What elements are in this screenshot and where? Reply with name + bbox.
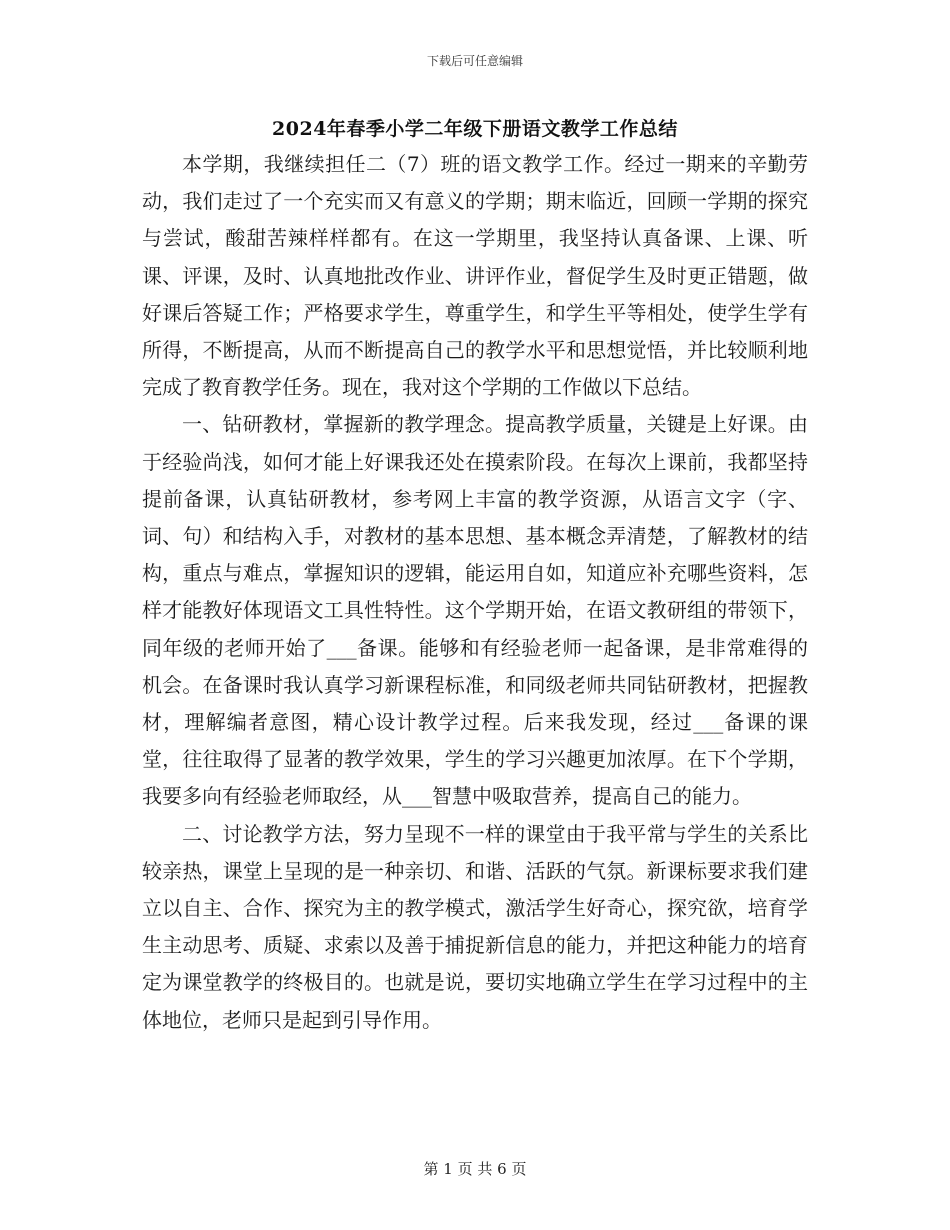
- document-title: 2024年春季小学二年级下册语文教学工作总结: [272, 118, 678, 140]
- page-header-note: 下载后可任意编辑: [426, 54, 523, 68]
- document-body: [142, 146, 808, 1039]
- paragraph-section-1: 一、钻研教材，掌握新的教学理念。提高教学质量，关键是上好课。由于经验尚浅，如何才能上好课我还处在摸索阶段。在每次上课前，我都坚持提前备课，认真钻研教材，参考网上丰富的教学资源，从语言文字（字、词、句）和结构入手，对教材的基本思想、基本概念弄清楚，了解教材的结构，重点与难点，掌握知识的逻辑，能运用自如，知道应补充哪些资料，怎样才能教好体现语文工具性特性。这个学期开始，在语文教研组的带领下，同年级的老师开始了___备课。能够和有经验老师一起备课，是非常难得的机会。在备课时我认真学习新课程标准，和同级老师共同钻研教材，把握教材，理解编者意图，精心设计教学过程。后来我发现，经过___备课的课堂，往往取得了显著的教学效果，学生的学习兴趣更加浓厚。在下个学期，我要多向有经验老师取经，从___智慧中吸取营养，提高自己的能力。: [142, 412, 808, 809]
- page-number-footer: 第 1 页 共 6 页: [423, 1160, 527, 1178]
- paragraph-section-2: 二、讨论教学方法，努力呈现不一样的课堂由于我平常与学生的关系比较亲热，课堂上呈现的是一种亲切、和谐、活跃的气氛。新课标要求我们建立以自主、合作、探究为主的教学模式，激活学生好奇心，探究欲，培育学生主动思考、质疑、求索以及善于捕捉新信息的能力，并把这种能力的培育定为课堂教学的终极目的。也就是说，要切实地确立学生在学习过程中的主体地位，老师只是起到引导作用。: [142, 821, 808, 1032]
- paragraph-intro: 本学期，我继续担任二（7）班的语文教学工作。经过一期来的辛勤劳动，我们走过了一个充实而又有意义的学期；期末临近，回顾一学期的探究与尝试，酸甜苦辣样样都有。在这一学期里，我坚持认真备课、上课、听课、评课，及时、认真地批改作业、讲评作业，督促学生及时更正错题，做好课后答疑工作；严格要求学生，尊重学生，和学生平等相处，使学生学有所得，不断提高，从而不断提高自己的教学水平和思想觉悟，并比较顺利地完成了教育教学任务。现在，我对这个学期的工作做以下总结。: [142, 152, 808, 400]
